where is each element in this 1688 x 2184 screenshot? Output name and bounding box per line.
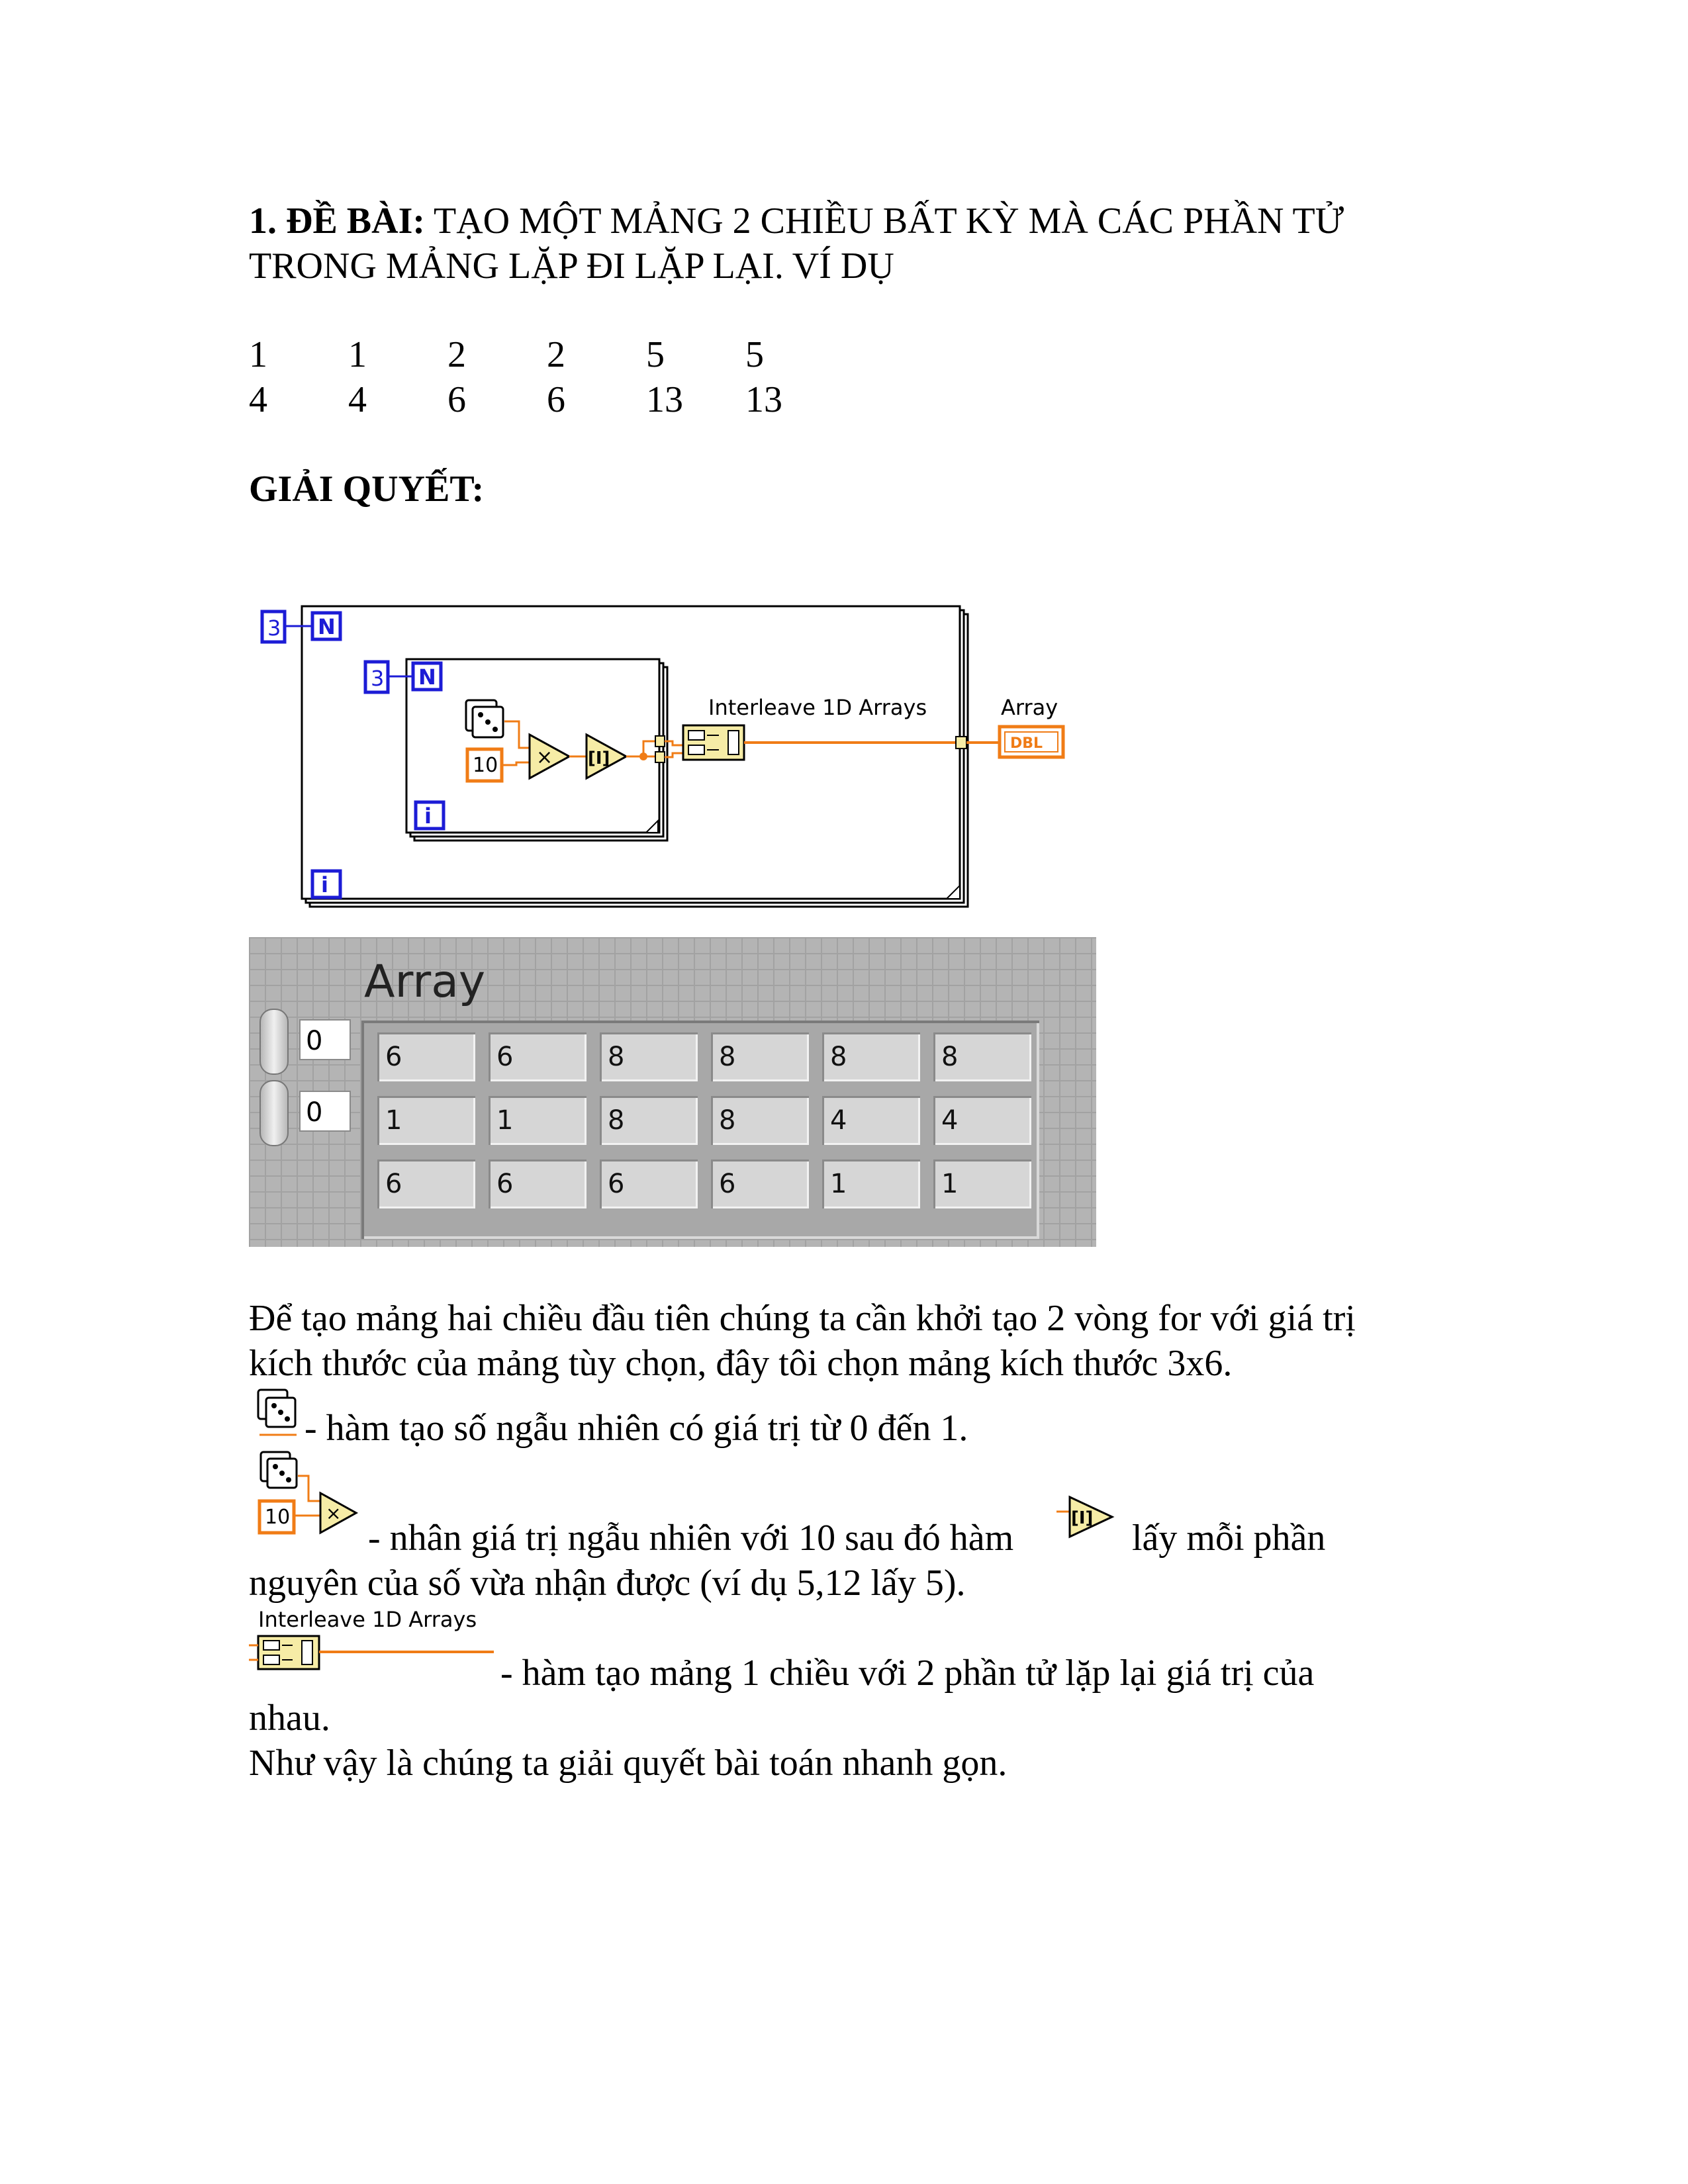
array-cell[interactable]: 6 xyxy=(600,1160,698,1208)
example-cell: 5 xyxy=(646,334,665,375)
array-cell[interactable]: 8 xyxy=(600,1032,698,1081)
random-description: - hàm tạo số ngẫu nhiên có giá trị từ 0 đến 1. xyxy=(305,1408,968,1449)
example-cell: 1 xyxy=(249,334,267,375)
array-cell[interactable]: 8 xyxy=(711,1096,809,1145)
outer-count-value: 3 xyxy=(267,615,281,641)
outer-n-label: N xyxy=(318,614,336,639)
example-cell: 4 xyxy=(249,379,267,420)
ten-constant-value: 10 xyxy=(473,754,498,777)
array-cell[interactable]: 6 xyxy=(377,1160,475,1208)
array-indicator-type: DBL xyxy=(1010,735,1043,752)
inner-n-label: N xyxy=(418,664,436,690)
array-cell[interactable]: 8 xyxy=(711,1032,809,1081)
interleave-node[interactable] xyxy=(683,725,744,760)
svg-text:10: 10 xyxy=(265,1506,291,1529)
outer-tunnel xyxy=(956,737,966,749)
round-symbol: [I] xyxy=(588,749,610,768)
index-spinner-row[interactable] xyxy=(259,1009,289,1075)
outer-i-label: i xyxy=(321,872,328,897)
interleave-description-line2: nhau. xyxy=(249,1698,330,1739)
paragraph-intro-line1: Để tạo mảng hai chiều đầu tiên chúng ta cần khởi tạo 2 vòng for với giá trị xyxy=(249,1298,1356,1339)
array-indicator-label: Array xyxy=(1001,695,1058,720)
array-cell[interactable]: 1 xyxy=(822,1160,920,1208)
example-cell: 13 xyxy=(646,379,683,420)
array-cell[interactable]: 1 xyxy=(489,1096,586,1145)
example-cell: 1 xyxy=(348,334,367,375)
example-cell: 6 xyxy=(547,379,565,420)
interleave-snippet-icon xyxy=(249,1604,500,1670)
array-cell[interactable]: 8 xyxy=(933,1032,1031,1081)
array-cell[interactable]: 6 xyxy=(489,1160,586,1208)
random-dice-icon xyxy=(257,1387,303,1440)
inner-tunnel-bottom xyxy=(655,752,665,762)
array-cell[interactable]: 4 xyxy=(822,1096,920,1145)
array-cell[interactable]: 6 xyxy=(711,1160,809,1208)
example-cell: 13 xyxy=(745,379,782,420)
multiply-description-b: lấy mỗi phần xyxy=(1132,1518,1326,1559)
interleave-description: - hàm tạo mảng 1 chiều với 2 phần tử lặp lại giá trị của xyxy=(500,1653,1315,1694)
multiply-description-line2: nguyên của số vừa nhận được (ví dụ 5,12 lấy 5). xyxy=(249,1563,966,1604)
front-panel-array xyxy=(249,937,1096,1247)
example-cell: 2 xyxy=(447,334,466,375)
svg-text:×: × xyxy=(326,1502,342,1524)
multiply-description-a: - nhân giá trị ngẫu nhiên với 10 sau đó hàm xyxy=(368,1518,1014,1559)
round-snippet-icon xyxy=(1056,1494,1120,1541)
array-cell[interactable]: 1 xyxy=(377,1096,475,1145)
index-spinner-col[interactable] xyxy=(259,1080,289,1146)
multiply-symbol: × xyxy=(536,746,553,769)
interleave-label: Interleave 1D Arrays xyxy=(708,695,927,720)
multiply-snippet-icon xyxy=(257,1449,369,1535)
problem-heading-line2: TRONG MẢNG LẶP ĐI LẶP LẠI. VÍ DỤ xyxy=(249,246,894,287)
array-cell[interactable]: 6 xyxy=(489,1032,586,1081)
conclusion: Như vậy là chúng ta giải quyết bài toán nhanh gọn. xyxy=(249,1743,1008,1784)
inner-i-label: i xyxy=(424,803,432,829)
svg-text:Interleave 1D Arrays: Interleave 1D Arrays xyxy=(258,1607,477,1632)
index-row-input[interactable]: 0 xyxy=(299,1019,351,1060)
solution-heading: GIẢI QUYẾT: xyxy=(249,469,485,510)
front-panel-array-title: Array xyxy=(364,956,486,1008)
array-cell[interactable]: 1 xyxy=(933,1160,1031,1208)
index-col-input[interactable]: 0 xyxy=(299,1091,351,1132)
example-cell: 6 xyxy=(447,379,466,420)
array-cell[interactable]: 6 xyxy=(377,1032,475,1081)
example-cell: 4 xyxy=(348,379,367,420)
block-diagram xyxy=(249,596,1083,927)
problem-heading-text: TẠO MỘT MẢNG 2 CHIỀU BẤT KỲ MÀ CÁC PHẦN TỬ xyxy=(425,201,1344,242)
array-cell[interactable]: 8 xyxy=(600,1096,698,1145)
problem-heading xyxy=(249,199,1344,244)
problem-heading-prefix: 1. ĐỀ BÀI: xyxy=(249,201,426,242)
array-cell[interactable]: 8 xyxy=(822,1032,920,1081)
array-cell[interactable]: 4 xyxy=(933,1096,1031,1145)
inner-tunnel-top xyxy=(655,736,665,747)
paragraph-intro-line2: kích thước của mảng tùy chọn, đây tôi chọn mảng kích thước 3x6. xyxy=(249,1343,1233,1384)
svg-text:[I]: [I] xyxy=(1071,1508,1094,1528)
example-cell: 2 xyxy=(547,334,565,375)
example-cell: 5 xyxy=(745,334,764,375)
inner-count-value: 3 xyxy=(371,666,385,691)
